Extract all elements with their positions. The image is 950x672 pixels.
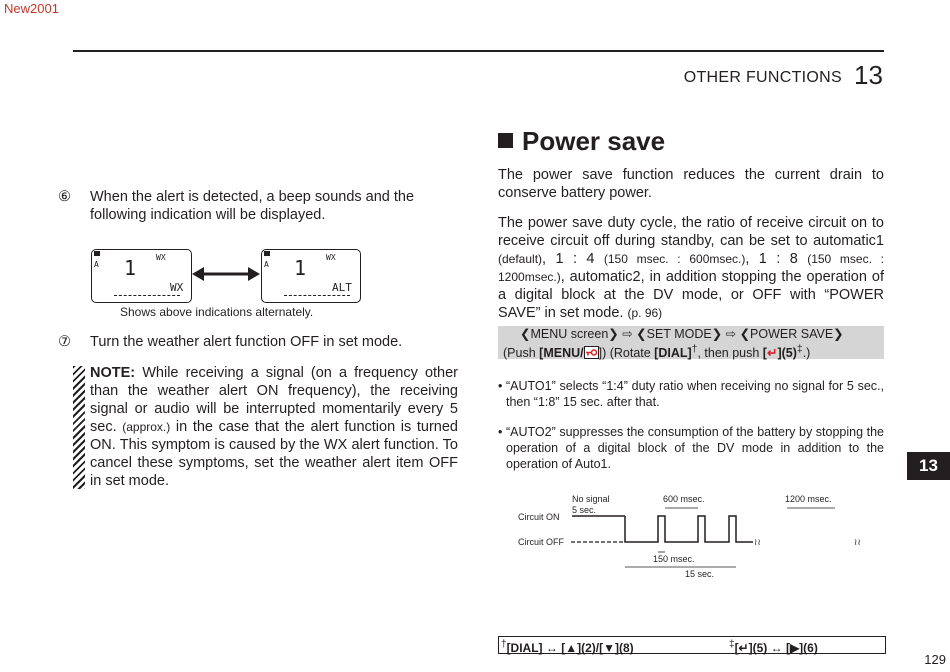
page-number: 129 [924,652,946,667]
menu-path: ❮MENU screen❯ ⇨ ❮SET MODE❯ ⇨ ❮POWER SAVE❯ [520,327,844,341]
duty-ms-1: (150 msec. : 600msec.) [603,252,746,266]
lcd-display-alt [261,249,361,303]
duty-ms-2: (150 msec. : 1200msec.) [498,252,884,284]
section-title: OTHER FUNCTIONS [683,69,842,86]
menu-five-label: (5) [781,346,797,361]
bullet-auto2 [498,424,884,472]
sec15-label: 15 sec. [685,569,715,579]
duty-text-b: , 1 : 4 [542,251,604,267]
lcd-wx-indicator: WX [326,253,336,262]
note-text [90,364,458,490]
ms150-label: 150 msec. [653,554,695,564]
duty-cycle-paragraph [498,214,884,322]
bullet-mark: • [498,425,503,439]
lcd-display-wx [91,249,192,303]
double-dagger-mark: ‡ [796,344,803,355]
footer-left [501,637,634,656]
heading-text: Power save [522,126,666,156]
section-number: 13 [854,60,883,90]
step-7 [58,333,458,351]
footer-ddagger: ‡ [729,639,735,650]
lcd-segment-line [284,295,350,296]
step-6-number: ⑥ [58,189,71,205]
lcd-sub-a: A [264,260,269,269]
power-save-heading [498,126,665,157]
lcd-channel: 1 [124,256,137,280]
circuit-off-label: Circuit OFF [518,537,564,547]
note-part-1: While receiving a signal (on a frequency other than the weather alert ON frequency), the receiving signal or audio will be interrupted momentarily every 5 sec. [90,365,458,435]
note-approx: (approx.) [122,420,171,434]
step-7-number: ⑦ [58,334,71,350]
lcd-segment-line [114,295,180,296]
duty-text-c: , 1 : 8 [745,251,808,267]
note-hatch-marker [73,366,85,489]
watermark: New2001 [4,1,59,16]
enter-icon: ↵ [766,346,778,361]
ms1200-label: 1200 msec. [785,494,832,504]
duty-cycle-timing-diagram [515,490,885,585]
key-lock-icon [584,346,599,359]
battery-icon [264,251,270,256]
menu-then-text: , then push [697,346,763,361]
menu-dial-label: [DIAL] [654,346,692,361]
bullet-auto1 [498,378,884,410]
header-rule [73,50,884,52]
footer-key-legend [498,636,886,654]
break-mark: ≀≀ [754,537,761,547]
footer-right-text: [↵](5) ↔ [▶](6) [734,641,818,655]
break-mark: ≀≀ [854,537,861,547]
lcd-bottom-text: WX [170,281,184,294]
ms600-label: 600 msec. [663,494,705,504]
menu-end-text: .) [802,346,811,361]
footer-right [729,637,818,656]
menu-key-label: MENU/ [543,346,584,361]
menu-rotate-text: ]) (Rotate [598,346,655,361]
lcd-wx-indicator: WX [156,253,166,262]
note-part-2: in the case that the alert function is turned ON. This symptom is caused by the WX alert function. To cancel these symptoms, set the weather alert item OFF in set mode. [90,419,458,489]
menu-push-text: (Push [503,346,540,361]
duty-default: (default) [498,252,543,266]
power-save-intro: The power save function reduces the current drain to conserve battery power. [498,167,884,201]
lcd-sub-a: A [94,260,99,269]
duty-text-d: , automatic2, in addition stopping the operation of a digital block at the DV mode, or OFF with “POWER SAVE” in set mode. [498,269,884,321]
duty-text-a: The power save duty cycle, the ratio of receive circuit on to receive circuit off during standby, can be set to automatic1 [498,215,884,249]
heading-square-icon [498,133,513,148]
note-label: NOTE: [90,365,136,381]
no-signal-label: No signal [572,494,610,504]
bullet-auto1-text: “AUTO1” selects “1:4” duty ratio when receiving no signal for 5 sec., then “1:8” 15 sec. after that. [506,379,884,409]
note-block [73,364,458,490]
dagger-mark: † [691,344,698,355]
step-6-text: When the alert is detected, a beep sounds and the following indication will be displayed. [90,189,415,223]
footer-left-text: [DIAL] ↔ [▲](2)/[▼](8) [506,641,634,655]
bullet-auto2-text: “AUTO2” suppresses the consumption of the battery by stopping the operation of a digital block of the DV mode in addition to the operation of Auto1. [506,425,884,471]
lcd-channel: 1 [294,256,307,280]
alternate-arrow-icon [192,265,260,283]
menu-path-box [498,326,884,359]
circuit-on-label: Circuit ON [518,512,560,522]
menu-instruction: (Push [MENU/ ]) (Rotate [DIAL]†, then push [↵](5)‡.) [503,344,811,361]
bullet-mark: • [498,379,503,393]
page-reference: (p. 96) [627,306,663,320]
footer-dagger: † [501,639,507,650]
battery-icon [94,251,100,256]
five-sec-label: 5 sec. [572,505,597,515]
step-6 [58,188,458,224]
duty-cycle-waveform [625,516,753,542]
step-7-text: Turn the weather alert function OFF in set mode. [90,334,403,350]
chapter-tab[interactable]: 13 [907,452,950,480]
display-caption: Shows above indications alternately. [120,305,314,319]
lcd-bottom-text: ALT [332,281,352,294]
